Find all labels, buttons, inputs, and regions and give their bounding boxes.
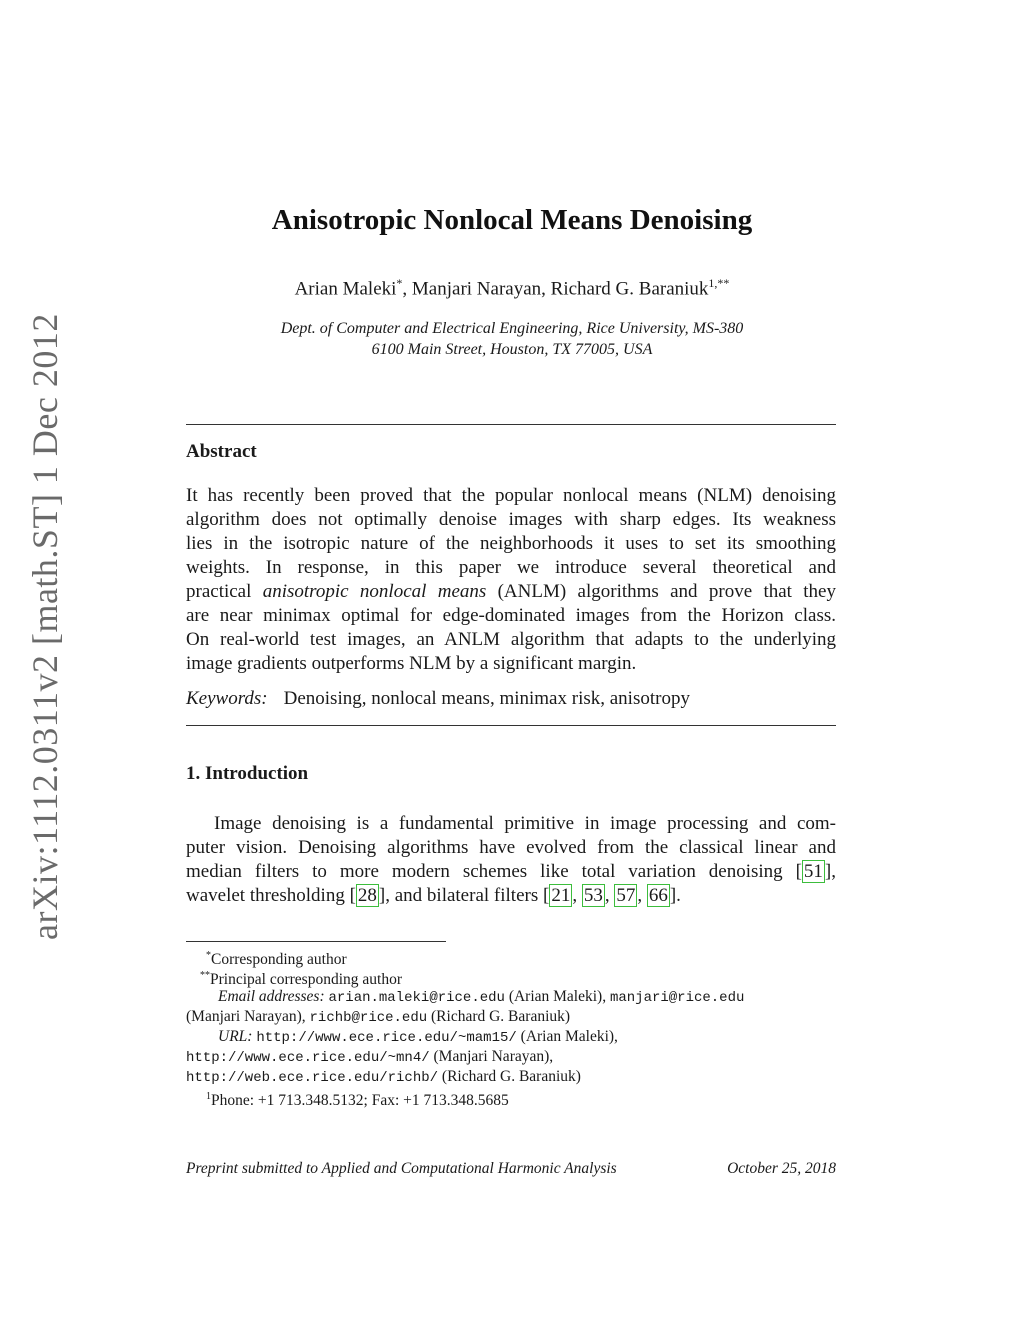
citation-bracket: ] (378, 885, 386, 906)
abstract-line: image gradients outperforms NLM by a significant margin. (186, 653, 637, 674)
footnote-url-line (186, 1047, 836, 1068)
author-names: Arian Maleki (294, 278, 397, 300)
footnote-text: Phone: +1 713.348.5132; Fax: +1 713.348.5685 (211, 1092, 509, 1110)
intro-line (186, 884, 836, 908)
author-names-rest: , Manjari Narayan, Richard G. Baraniuk (402, 278, 709, 300)
footnote-marker: * (206, 950, 211, 961)
footnote-text: (Arian Maleki), (504, 988, 610, 1005)
preprint-notice: Preprint submitted to Applied and Computational Harmonic Analysis (186, 1160, 617, 1177)
intro-text: median filters to more modern schemes like total variation denoising (186, 861, 796, 882)
url-link[interactable]: http://www.ece.rice.edu/~mam15/ (256, 1030, 517, 1046)
footnote-phone (206, 1087, 856, 1111)
email-link[interactable]: richb@rice.edu (309, 1010, 428, 1026)
keywords-label: Keywords: (186, 688, 268, 709)
intro-text: , and bilateral filters (385, 885, 543, 906)
footnote-text: Corresponding author (211, 951, 347, 969)
abstract-line: lies in the isotropic nature of the neighborhoods it uses to set its smoothing (186, 533, 836, 554)
footnote-email-line (218, 987, 868, 1008)
footnote-text: (Richard G. Baraniuk) (427, 1008, 571, 1025)
citation-link[interactable]: 66 (648, 885, 668, 906)
footnote-rule (186, 941, 446, 942)
author-marker: 1,** (708, 276, 730, 290)
url-link[interactable]: http://www.ece.rice.edu/~mn4/ (186, 1050, 430, 1066)
citation-separator: , (604, 885, 615, 906)
paper-title: Anisotropic Nonlocal Means Denoising (271, 204, 753, 236)
intro-line: Image denoising is a fundamental primitive in image processing and com- (214, 813, 836, 834)
url-link[interactable]: http://web.ece.rice.edu/richb/ (186, 1070, 439, 1086)
citation-bracket: [ (349, 885, 356, 906)
footnote-text: (Manjari Narayan), (186, 1008, 310, 1025)
footnote-text: (Manjari Narayan), (429, 1048, 554, 1065)
citation-separator: , (572, 885, 582, 906)
intro-line: puter vision. Denoising algorithms have evolved from the classical linear and (186, 837, 836, 858)
citation-bracket: ] (824, 861, 832, 882)
citation-bracket: ] (669, 885, 677, 906)
footnote-url-line (218, 1027, 868, 1048)
author-marker: * (396, 276, 403, 290)
abstract-line (186, 580, 836, 604)
intro-line (186, 860, 836, 884)
footnote-url-line (186, 1067, 836, 1088)
author-list (0, 276, 1024, 300)
abstract-text: practical (186, 581, 263, 602)
email-label: Email addresses: (218, 988, 325, 1005)
email-link[interactable]: manjari@rice.edu (609, 990, 745, 1006)
preprint-date: October 25, 2018 (727, 1160, 836, 1177)
abstract-line: On real-world test images, an ANLM algorithm that adapts to the underlying (186, 629, 836, 650)
url-label: URL: (218, 1028, 253, 1045)
abstract-heading: Abstract (186, 441, 257, 462)
intro-text: wavelet thresholding (186, 885, 350, 906)
section-heading-introduction: 1. Introduction (186, 763, 309, 784)
footnote-text: (Richard G. Baraniuk) (438, 1068, 581, 1085)
citation-link[interactable]: 21 (551, 885, 571, 906)
citation-separator: , (637, 885, 647, 906)
citation-link[interactable]: 51 (803, 861, 823, 882)
intro-text: , (831, 861, 836, 882)
abstract-line: are near minimax optimal for edge-dominated images from the Horizon class. (186, 605, 836, 626)
abstract-emphasis: anisotropic nonlocal means (262, 581, 487, 602)
email-link[interactable]: arian.maleki@rice.edu (328, 990, 505, 1006)
abstract-top-rule (186, 424, 836, 425)
abstract-line: It has recently been proved that the popular nonlocal means (NLM) denoising (186, 485, 836, 506)
footnote-marker: 1 (206, 1091, 211, 1102)
keywords-text: Denoising, nonlocal means, minimax risk, anisotropy (283, 688, 690, 709)
intro-text: . (676, 885, 681, 906)
citation-link[interactable]: 57 (616, 885, 636, 906)
affiliation-line: 6100 Main Street, Houston, TX 77005, USA (371, 341, 653, 358)
arxiv-identifier-stamp: arXiv:1112.0311v2 [math.ST] 1 Dec 2012 (25, 313, 65, 940)
affiliation-line: Dept. of Computer and Electrical Engineering, Rice University, MS-380 (280, 320, 744, 337)
citation-bracket: [ (542, 885, 550, 906)
citation-bracket: [ (795, 861, 802, 882)
citation-link[interactable]: 53 (583, 885, 603, 906)
abstract-line: algorithm does not optimally denoise images with sharp edges. Its weakness (186, 509, 836, 530)
abstract-bottom-rule (186, 725, 836, 726)
footnote-text: Principal corresponding author (210, 971, 402, 989)
abstract-text: (ANLM) algorithms and prove that they (486, 581, 836, 602)
footnote-text: (Arian Maleki), (516, 1028, 618, 1045)
keywords (186, 688, 690, 710)
footnote-email-line (186, 1007, 836, 1028)
abstract-line: weights. In response, in this paper we introduce several theoretical and (186, 557, 836, 578)
footnote-marker: ** (200, 970, 210, 981)
citation-link[interactable]: 28 (357, 885, 377, 906)
